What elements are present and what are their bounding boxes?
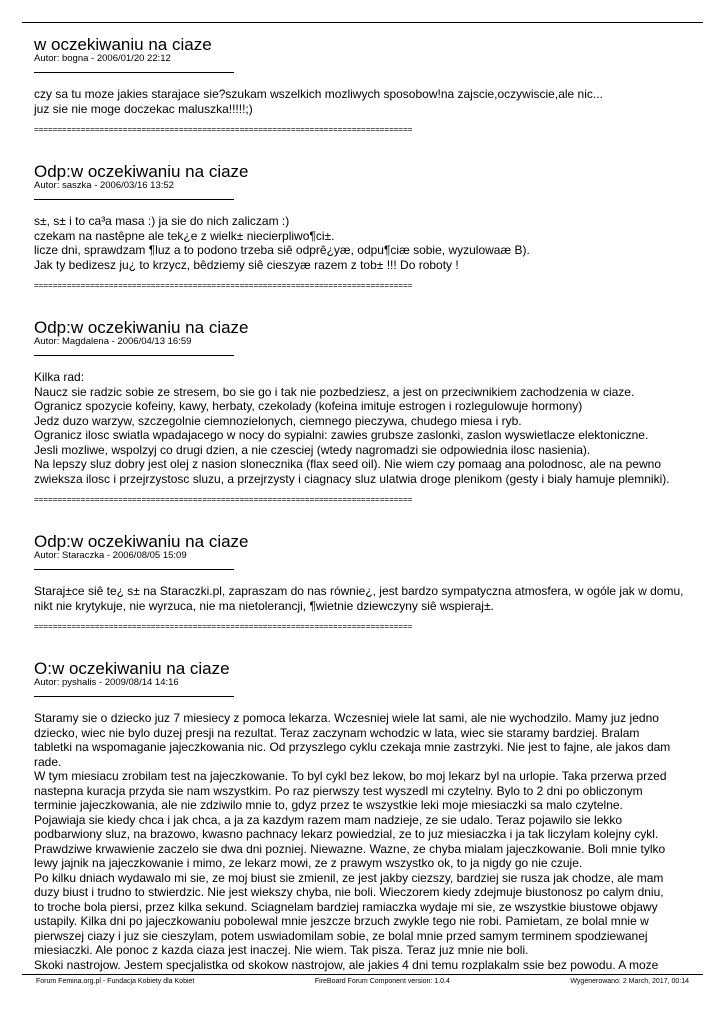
post-body: [34, 87, 699, 116]
post-line: Jesli mozliwe, wspolzyj co drugi dzien, a nie czesciej (wtedy nagromadzi sie odpowiednia ilosc nasienia).: [34, 442, 591, 457]
post-title: Odp:w oczekiwaniu na ciaze: [34, 318, 249, 337]
post-line: nikt nie krytykuje, nie wyrzuca, nie ma nietolerancji, ¶wietnie dziewczyny siê wspieraj±.: [34, 598, 494, 613]
post-line: czy sa tu moze jakies starajace sie?szukam wszelkich mozliwych sposobow!na zajscie,oczywiscie,ale nic...: [34, 87, 603, 101]
post-title: O:w oczekiwaniu na ciaze: [34, 659, 230, 678]
post-body: [34, 711, 699, 972]
post-line: podbarwiony sluz, na brazowo, kwasno pachnacy lekarz powiedzial, ze to juz miesiaczka i ja tak liczylam kolejny cykl.: [34, 827, 659, 841]
post-title: Odp:w oczekiwaniu na ciaze: [34, 532, 249, 551]
post-author: Autor: Staraczka - 2006/08/05 15:09: [34, 550, 187, 561]
post-body: [34, 584, 699, 613]
footer-site: Forum Femina.org.pl - Fundacja Kobiety dla Kobiet: [36, 978, 195, 985]
post-line: duzy biust i trudno to stwierdzic. Nie jest wiekszy chyba, nie boli. Wieczorem kiedy zdejmuje biustonosz po calym dniu,: [34, 885, 664, 899]
forum-thread: [34, 36, 699, 972]
forum-post: [34, 36, 699, 135]
post-line: juz sie nie moge doczekac maluszka!!!!!;): [34, 101, 253, 116]
post-line: Skoki nastrojow. Jestem specjalistka od skokow nastrojow, ale jakies 4 dni temu rozplakalm ssie bez powodu. A moze: [34, 957, 659, 972]
post-author: Autor: bogna - 2006/01/20 22:12: [34, 53, 171, 64]
post-line: czekam na nastêpne ale tek¿e z wielk± niecierpliwo¶ci±.: [34, 228, 335, 243]
forum-post: [34, 163, 699, 291]
author-divider: [34, 696, 234, 697]
post-line: Po kilku dniach wydawalo mi sie, ze moj biust sie zmienil, ze jest jakby ciezszy, bardziej sie rusza jak chodze, ale mam: [34, 870, 664, 885]
post-line: s±, s± i to ca³a masa :) ja sie do nich zaliczam :): [34, 214, 290, 228]
author-divider: [34, 355, 234, 356]
post-line: nastepna kuracja przyda sie nam wszystkim. Po raz pierwszy test wyszedl mi czytelny. Bylo to 2 dni po obliczonym: [34, 783, 643, 798]
post-line: Jak ty bedizesz ju¿ to krzycz, bêdziemy siê cieszyæ razem z tob± !!! Do roboty !: [34, 257, 459, 272]
post-line: licze dni, sprawdzam ¶luz a to podono trzeba siê odprê¿yæ, odpu¶ciæ sobie, wyzulowaæ B).: [34, 243, 530, 257]
post-line: Na lepszy sluz dobry jest olej z nasion slonecznika (flax seed oil). Nie wiem czy pomaag ana polodnosc, ale na pewno: [34, 457, 661, 471]
author-divider: [34, 199, 234, 200]
post-line: Pojawiaja sie kiedy chca i jak chca, a ja za kazdym razem mam nadzieje, ze sie udalo. Teraz pojawilo sie lekko: [34, 812, 623, 827]
post-line: W tym miesiacu zrobilam test na jajeczkowanie. To byl cykl bez lekow, bo moj lekarz byl na urlopie. Taka przerwa przed: [34, 769, 667, 783]
forum-post: [34, 319, 699, 505]
post-line: pierwszej ciazy i juz sie cieszylam, potem uswiadomilam sobie, ze bolal mnie przed samym terminem spodziewanej: [34, 928, 648, 943]
post-author: Autor: Magdalena - 2006/04/13 16:59: [34, 336, 192, 347]
page-footer: [22, 974, 703, 986]
forum-post: [34, 533, 699, 632]
forum-post: [34, 660, 699, 972]
footer-component: FireBoard Forum Component version: 1.0.4: [314, 978, 450, 985]
post-line: miesiaczki. Ale ponoc z kazda ciaza jest inaczej. Nie wiem. Tak pisza. Teraz juz mnie nie boli.: [34, 943, 529, 957]
post-separator: =================================================================================: [34, 281, 413, 290]
post-title: w oczekiwaniu na ciaze: [34, 35, 212, 54]
post-separator: =================================================================================: [34, 495, 413, 504]
post-line: to troche bola piersi, przez kilka sekund. Sciagnelam bardziej ramiaczka wydaje mi sie, ze wszystkie biustowe objawy: [34, 899, 658, 914]
post-body: [34, 370, 699, 486]
post-line: terminie jajeczkowania, ale nie zdziwilo mnie to, gdyz przez te wszystkie leki moje miesiaczki sa malo czytelne.: [34, 798, 623, 812]
post-line: Kilka rad:: [34, 370, 85, 384]
post-line: Staramy sie o dziecko juz 7 miesiecy z pomoca lekarza. Wczesniej wiele lat sami, ale nie wychodzilo. Mamy juz jedno: [34, 711, 659, 725]
post-separator: =================================================================================: [34, 622, 413, 631]
footer-generated: Wygenerowano: 2 March, 2017, 00:14: [570, 978, 689, 985]
post-line: ustapily. Kilka dni po jajeczkowaniu pobolewal mnie jeszcze brzuch zwykle tego nie robi. Pamietam, ze bolal mnie w: [34, 914, 649, 928]
post-line: lewy jajnik na jajeczkowanie i mimo, ze lekarz mowi, ze z prawym wszystko ok, to ja nigdy go nie czuje.: [34, 856, 583, 870]
post-body: [34, 214, 699, 272]
post-line: Naucz sie radzic sobie ze stresem, bo sie go i tak nie pozbedziesz, a jest on przeciwnikiem zachodzenia w ciaze.: [34, 384, 635, 399]
post-line: Jedz duzo warzyw, szczegolnie ciemnozielonych, ciemnego pieczywa, chudego miesa i ryb.: [34, 413, 522, 428]
post-line: Ogranicz ilosc swiatla wpadajacego w nocy do sypialni: zawies grubsze zaslonki, zaslon wyswietlacze elektoniczne.: [34, 428, 649, 442]
top-rule: [22, 22, 703, 23]
post-line: dziecko, wiec nie bylo duzej presji na rezultat. Teraz zaczynam wchodzic w lata, wiec sie staramy bardziej. Bralam: [34, 725, 640, 740]
author-divider: [34, 72, 234, 73]
post-line: tabletki na wspomaganie jajeczkowania nic. Od przyszlego cyklu czekaja mnie zastrzyki. Nie jest to fajne, ale jakos dam: [34, 740, 671, 754]
post-author: Autor: pyshalis - 2009/08/14 14:16: [34, 677, 179, 688]
post-line: Ogranicz spozycie kofeiny, kawy, herbaty, czekolady (kofeina imituje estrogen i rozlegulowuje hormony): [34, 399, 583, 413]
post-title: Odp:w oczekiwaniu na ciaze: [34, 162, 249, 181]
post-line: Staraj±ce siê te¿ s± na Staraczki.pl, zapraszam do nas równie¿, jest bardzo sympatyczna atmosfera, w ogóle jak w domu,: [34, 584, 684, 598]
post-author: Autor: saszka - 2006/03/16 13:52: [34, 180, 174, 191]
author-divider: [34, 569, 234, 570]
post-line: rade.: [34, 754, 62, 769]
post-line: zwieksza ilosc i przejrzystosc sluzu, a przejrzysty i ciagnacy sluz ulatwia droge plenikom (gesty i bialy hamuje plemniki).: [34, 471, 670, 486]
post-separator: =================================================================================: [34, 125, 413, 134]
post-line: Prawdziwe krwawienie zaczelo sie dwa dni pozniej. Niewazne. Wazne, ze chyba mialam jajeczkowanie. Boli mnie tylko: [34, 841, 666, 856]
